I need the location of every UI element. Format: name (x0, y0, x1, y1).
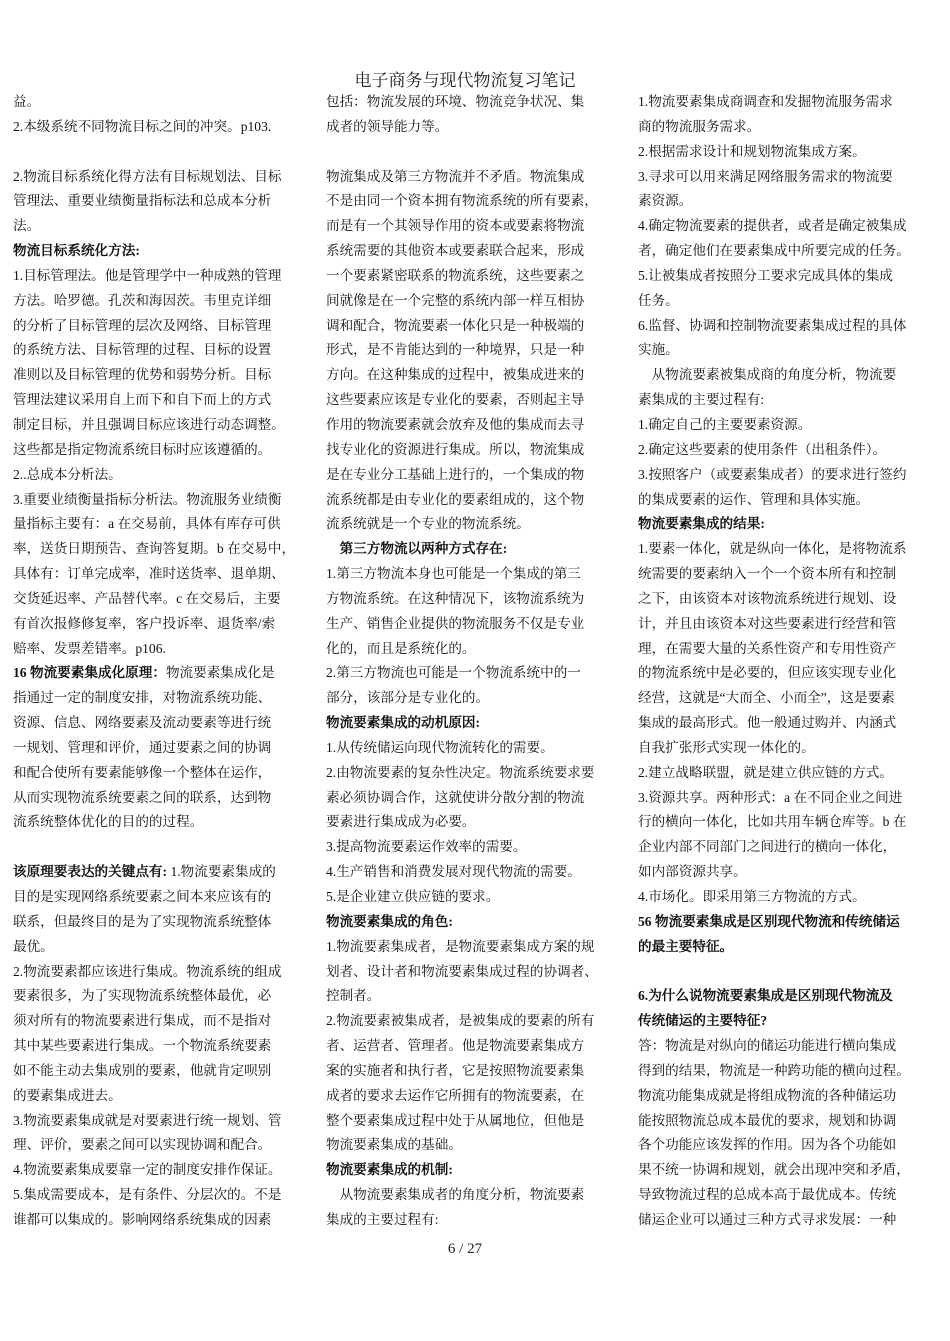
text-line: 如不能主动去集成别的要素，他就肯定呗别 (13, 1062, 272, 1078)
text-line (13, 239, 297, 264)
text-line: 1.要素一体化，就是纵向一体化，是将物流系 (638, 541, 907, 557)
text-line: 的物流系统中是必要的，但应该实现专业化 (638, 665, 897, 681)
bold-heading-text: 6.为什么说物流要素集成是区别现代物流及 (638, 988, 893, 1004)
text-line: 者、运营者、管理者。他是物流要素集成方 (326, 1038, 585, 1054)
text-line (326, 910, 610, 935)
bold-heading-text: 物流要素集成的结果: (638, 516, 765, 532)
text-line: 能按照物流总成本最优的要求，规划和协调 (638, 1112, 897, 1128)
bold-heading-text: 该原理要表达的关键点有: (13, 864, 168, 880)
text-line: 指通过一定的制度安排，对物流系统功能、 (13, 690, 272, 706)
text-line: 6.监督、协调和控制物流要素集成过程的具体 (638, 317, 907, 333)
text-line: 形式，是不肯能达到的一种境界，只是一种 (326, 342, 585, 358)
text-line: 一规划、管理和评价，通过要素之间的协调 (13, 739, 272, 755)
text-line: 这些要素应该是专业化的要素，否则起主导 (326, 392, 585, 408)
text-line: 间就像是在一个完整的系统内部一样互相协 (326, 292, 585, 308)
text-line: 储运企业可以通过三种方式寻求发展：一种 (638, 1211, 897, 1227)
text-line: 如内部资源共享。 (638, 864, 747, 880)
text-line: 管理法、重要业绩衡量指标法和总成本分析 (13, 193, 272, 209)
text-line: 而是有一个其领导作用的资本或要素将物流 (326, 218, 585, 234)
text-line: 联系，但最终目的是为了实现物流系统整体 (13, 913, 272, 929)
text-line: 2..总成本分析法。 (13, 466, 122, 482)
text-line (326, 537, 610, 562)
text-line (638, 1009, 922, 1034)
text-line: 2.由物流要素的复杂性决定。物流系统要求要 (326, 764, 595, 780)
text-line (638, 512, 922, 537)
text-line: 2.建立战略联盟，就是建立供应链的方式。 (638, 764, 893, 780)
text-line: 素集成的主要过程有: (638, 392, 765, 408)
text-line: 4.物流要素集成要靠一定的制度安排作保证。 (13, 1162, 282, 1178)
body-text: 物流要素集成化是 (165, 665, 275, 681)
body-text: 1.物流要素集成的 (167, 864, 276, 880)
blank-line (326, 140, 610, 165)
text-line: 量指标主要有：a 在交易前，具体有库存可供 (13, 516, 281, 532)
text-line: 的系统方法、目标管理的过程、目标的设置 (13, 342, 272, 358)
text-line: 不是由同一个资本拥有物流系统的所有要素， (326, 193, 598, 209)
text-line: 2.第三方物流也可能是一个物流系统中的一 (326, 665, 581, 681)
text-line (638, 910, 922, 935)
text-line: 5.是企业建立供应链的要求。 (326, 889, 500, 904)
text-line: 5.集成需要成本，是有条件、分层次的。不是 (13, 1187, 282, 1203)
text-line (638, 984, 922, 1009)
text-line: 实施。 (638, 342, 679, 358)
text-line: 答：物流是对纵向的储运功能进行横向集成 (638, 1038, 897, 1054)
text-line: 管理法建议采用自上而下和自下而上的方式 (13, 392, 272, 408)
text-column-middle (326, 90, 610, 1233)
text-line: 成者的要求去运作它所拥有的物流要素，在 (326, 1087, 585, 1103)
bold-heading-text: 物流目标系统化方法: (13, 243, 140, 259)
text-line: 从物流要素被集成商的角度分析，物流要 (638, 367, 897, 383)
text-line: 成者的领导能力等。 (326, 118, 449, 134)
text-line: 益。 (13, 94, 41, 109)
text-column-right (638, 90, 922, 1233)
text-line (326, 711, 610, 736)
text-line: 作用的物流要素就会放弃及他的集成而去寻 (326, 416, 585, 432)
text-line: 4.确定物流要素的提供者，或者是确定被集成 (638, 218, 907, 234)
text-line (13, 661, 297, 686)
text-line: 是在专业分工基础上进行的，一个集成的物 (326, 466, 585, 482)
text-line: 2.本级系统不同物流目标之间的冲突。p103. (13, 118, 272, 134)
text-line: 具体有：订单完成率，准时送货率、退单期、 (13, 566, 285, 582)
text-line: 理、评价，要素之间可以实现协调和配合。 (13, 1137, 272, 1153)
text-line: 得到的结果，物流是一种跨功能的横向过程。 (638, 1062, 910, 1078)
text-line: 之下，由该资本对该物流系统进行规划、设 (638, 590, 897, 606)
text-line: 其中某些要素进行集成。一个物流系统要素 (13, 1038, 272, 1054)
blank-line (13, 140, 297, 165)
text-line: 调和配合，物流要素一体化只是一种极端的 (326, 317, 585, 333)
bold-heading-text: 物流要素集成的动机原因: (326, 715, 481, 731)
text-line: 这些都是指定物流系统目标时应该遵循的。 (13, 441, 272, 457)
text-line: 包括：物流发展的环境、物流竞争状况、集 (326, 94, 585, 109)
text-line: 经营，这就是“大而全、小而全”，这是要素 (638, 690, 895, 706)
text-line: 2.根据需求设计和规划物流集成方案。 (638, 143, 866, 159)
text-line: 者，确定他们在要素集成中所要完成的任务。 (638, 243, 910, 259)
text-line: 流系统就是一个专业的物流系统。 (326, 516, 530, 532)
bold-heading-text: 传统储运的主要特征? (638, 1013, 768, 1029)
text-line: 2.物流要素被集成者，是被集成的要素的所有 (326, 1013, 595, 1029)
text-line: 的分析了目标管理的层次及网络、目标管理 (13, 317, 272, 333)
text-line: 素必须协调合作，这就使讲分散分割的物流 (326, 789, 585, 805)
text-line: 统需要的要素纳入一个一个资本所有和控制 (638, 566, 897, 582)
text-line: 最优。 (13, 938, 54, 954)
text-line: 找专业化的资源进行集成。所以，物流集成 (326, 441, 585, 457)
text-line (638, 935, 922, 960)
text-line: 须对所有的物流要素进行集成，而不是指对 (13, 1013, 272, 1029)
text-line: 4.市场化。即采用第三方物流的方式。 (638, 889, 866, 904)
text-line: 准则以及目标管理的优势和弱势分析。目标 (13, 367, 272, 383)
text-line: 理，在需要大量的关系性资产和专用性资产 (638, 640, 897, 656)
text-line: 化的，而且是系统化的。 (326, 640, 476, 656)
text-line: 从物流要素集成者的角度分析，物流要素 (326, 1187, 585, 1203)
bold-heading-text: 56 物流要素集成是区别现代物流和传统储运 (638, 913, 900, 929)
text-column-left (13, 90, 297, 1233)
text-line: 1.第三方物流本身也可能是一个集成的第三 (326, 566, 581, 582)
text-line: 1.确定自己的主要要素资源。 (638, 416, 812, 432)
text-line: 部分，该部分是专业化的。 (326, 690, 490, 706)
text-line: 要素进行集成成为必要。 (326, 814, 476, 830)
text-line: 素资源。 (638, 193, 693, 209)
text-line: 3.按照客户（或要素集成者）的要求进行签约 (638, 466, 907, 482)
text-line: 企业内部不同部门之间进行的横向一体化， (638, 839, 897, 855)
text-line: 4.生产销售和消费发展对现代物流的需要。 (326, 864, 581, 880)
text-line: 1.目标管理法。他是管理学中一种成熟的管理 (13, 267, 282, 283)
text-line: 商的物流服务需求。 (638, 118, 761, 134)
text-line: 和配合使所有要素能够像一个整体在运作， (13, 764, 272, 780)
text-line: 果不统一协调和规划，就会出现冲突和矛盾， (638, 1162, 910, 1178)
text-line: 3.重要业绩衡量指标分析法。物流服务业绩衡 (13, 491, 282, 507)
text-line: 率，送货日期预告、查询答复期。b 在交易中， (13, 541, 296, 557)
page-number: 6 / 27 (447, 1241, 483, 1257)
bold-heading-text: 的最主要特征。 (638, 938, 734, 954)
text-line: 物流要素集成的基础。 (326, 1137, 462, 1153)
text-line: 流系统整体优化的目的的过程。 (13, 814, 204, 830)
text-line: 自我扩张形式实现一体化的。 (638, 739, 815, 755)
text-line: 法。 (13, 218, 41, 234)
text-line: 1.物流要素集成商调查和发掘物流服务需求 (638, 94, 893, 109)
text-line: 从而实现物流系统要素之间的联系，达到物 (13, 789, 272, 805)
text-line: 导致物流过程的总成本高于最优成本。传统 (638, 1187, 897, 1203)
text-line: 方物流系统。在这种情况下，该物流系统为 (326, 590, 585, 606)
text-line: 流系统都是由专业化的要素组成的，这个物 (326, 491, 585, 507)
text-line: 要素很多，为了实现物流系统整体最优，必 (13, 988, 272, 1004)
text-line: 各个功能应该发挥的作用。因为各个功能如 (638, 1137, 897, 1153)
text-line: 1.物流要素集成者，是物流要素集成方案的规 (326, 938, 595, 954)
text-line: 系统需要的其他资本或要素联合起来，形成 (326, 243, 585, 259)
text-line: 任务。 (638, 292, 679, 308)
text-line: 控制者。 (326, 988, 381, 1004)
text-line: 行的横向一体化，比如共用车辆仓库等。b 在 (638, 814, 907, 830)
blank-line (13, 835, 297, 860)
bold-heading-text: 物流要素集成的角色: (326, 913, 453, 929)
bold-heading-text: 第三方物流以两种方式存在: (326, 541, 508, 557)
text-line: 3.物流要素集成就是对要素进行统一规划、管 (13, 1112, 282, 1128)
text-line: 集成的最高形式。他一般通过购并、内涵式 (638, 715, 897, 731)
bold-heading-text: 物流要素集成的机制: (326, 1162, 453, 1178)
text-line: 制定目标，并且强调目标应该进行动态调整。 (13, 416, 285, 432)
document-title: 电子商务与现代物流复习笔记 (354, 71, 576, 90)
text-line: 集成的主要过程有: (326, 1211, 439, 1227)
text-line: 赔率、发票差错率。p106. (13, 640, 166, 656)
blank-line (638, 960, 922, 985)
text-line: 3.资源共享。两种形式：a 在不同企业之间进 (638, 789, 903, 805)
text-line: 生产、销售企业提供的物流服务不仅是专业 (326, 615, 585, 631)
text-line: 目的是实现网络系统要素之间本来应该有的 (13, 889, 272, 904)
text-line: 2.物流要素都应该进行集成。物流系统的组成 (13, 963, 282, 979)
text-line: 整个要素集成过程中处于从属地位，但他是 (326, 1112, 585, 1128)
text-line: 5.让被集成者按照分工要求完成具体的集成 (638, 267, 893, 283)
text-line: 案的实施者和执行者，它是按照物流要素集 (326, 1062, 585, 1078)
text-line (13, 860, 297, 885)
text-line: 的要素集成进去。 (13, 1087, 122, 1103)
text-line: 1.从传统储运向现代物流转化的需要。 (326, 739, 554, 755)
text-line: 2.确定这些要素的使用条件（出租条件）。 (638, 441, 887, 457)
text-line: 2.物流目标系统化得方法有目标规划法、目标 (13, 168, 282, 184)
text-line: 3.提高物流要素运作效率的需要。 (326, 839, 527, 855)
text-line: 物流集成及第三方物流并不矛盾。物流集成 (326, 168, 585, 184)
text-line: 交货延迟率、产品替代率。c 在交易后，主要 (13, 590, 281, 606)
text-line: 一个要素紧密联系的物流系统，这些要素之 (326, 267, 585, 283)
text-line: 资源、信息、网络要素及流动要素等进行统 (13, 715, 272, 731)
text-line: 方向。在这种集成的过程中，被集成进来的 (326, 367, 585, 383)
text-line: 方法。哈罗德。孔茨和海因茨。韦里克详细 (13, 292, 272, 308)
text-line: 3.寻求可以用来满足网络服务需求的物流要 (638, 168, 893, 184)
text-line: 划者、设计者和物流要素集成过程的协调者、 (326, 963, 598, 979)
text-line (326, 1158, 610, 1183)
text-line: 谁都可以集成的。影响网络系统集成的因素 (13, 1211, 272, 1227)
text-line: 有首次报修修复率，客户投诉率、退货率/索 (13, 615, 276, 631)
bold-heading-text: 16 物流要素集成化原理： (13, 665, 166, 681)
text-line: 的集成要素的运作、管理和具体实施。 (638, 491, 870, 507)
text-line: 物流功能集成就是将组成物流的各种储运功 (638, 1087, 897, 1103)
text-line: 计，并且由该资本对这些要素进行经营和管 (638, 615, 897, 631)
